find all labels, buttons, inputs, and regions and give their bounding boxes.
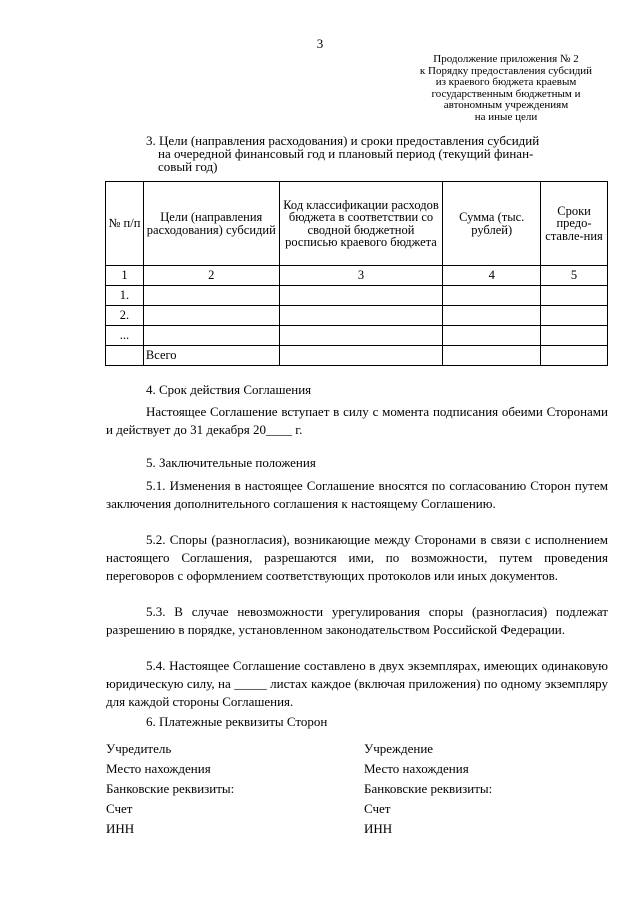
appendix-line: автономным учреждениям xyxy=(443,99,569,111)
table-cell xyxy=(106,346,144,366)
column-number: 5 xyxy=(541,266,608,286)
header-goals: Цели (направления расходования) субсидий xyxy=(143,182,279,266)
section3-title-line: на очередной финансовый год и плановый период (текущий финан- xyxy=(158,146,534,161)
column-number: 4 xyxy=(443,266,541,286)
table-cell xyxy=(443,286,541,306)
table-cell xyxy=(443,346,541,366)
section5-paragraph: 5.4. Настоящее Соглашение составлено в двух экземплярах, имеющих одинаковую юридическую силу, на _____ листах каждое (включая приложения) по одному экземпляру для каждой стороны Соглашения. xyxy=(106,658,608,709)
appendix-line: к Порядку предоставления субсидий xyxy=(419,64,593,77)
header-number: № п/п xyxy=(106,182,144,266)
table-cell: 1. xyxy=(106,286,144,306)
requisite-line: Учреждение xyxy=(364,741,434,756)
total-label: Всего xyxy=(143,346,279,366)
appendix-line: Продолжение приложения № 2 xyxy=(433,53,579,65)
appendix-line: из краевого бюджета краевым xyxy=(435,76,577,88)
header-amount: Сумма (тыс. рублей) xyxy=(443,182,541,266)
column-number: 2 xyxy=(143,266,279,286)
table-cell xyxy=(143,306,279,326)
section3-title-line: совый год) xyxy=(158,159,218,174)
section5-paragraph: 5.1. Изменения в настоящее Соглашение вносятся по согласованию Сторон путем заключения дополнительного соглашения к настоящему Соглашению. xyxy=(106,478,608,511)
table-cell xyxy=(541,306,608,326)
header-terms: Сроки предо-ставле-ния xyxy=(541,182,608,266)
table-cell xyxy=(143,286,279,306)
requisite-line: Место нахождения xyxy=(364,761,469,776)
requisite-line: Банковские реквизиты: xyxy=(106,781,235,796)
table-cell xyxy=(541,326,608,346)
table-cell xyxy=(443,326,541,346)
table-cell: 2. xyxy=(106,306,144,326)
section6-heading: 6. Платежные реквизиты Сторон xyxy=(146,714,328,729)
table-total-row xyxy=(106,346,608,366)
page-number: 3 xyxy=(316,36,324,51)
section5-heading: 5. Заключительные положения xyxy=(146,455,316,470)
appendix-line: на иные цели xyxy=(474,110,538,123)
requisite-line: Счет xyxy=(364,801,391,816)
table-cell xyxy=(279,346,443,366)
institution-requisites xyxy=(364,739,492,839)
table-row xyxy=(106,306,608,326)
requisite-line: Счет xyxy=(106,801,133,816)
section4-text: Настоящее Соглашение вступает в силу с момента подписания обеими Сторонами и действует до 31 декабря 20____ г. xyxy=(106,404,608,437)
table-cell xyxy=(279,326,443,346)
founder-requisites xyxy=(106,739,234,839)
subsidy-targets-table xyxy=(105,181,608,366)
table-row xyxy=(106,286,608,306)
section4-heading: 4. Срок действия Соглашения xyxy=(146,382,312,397)
appendix-line: государственным бюджетным и xyxy=(431,87,581,100)
table-row xyxy=(106,326,608,346)
requisite-line: ИНН xyxy=(106,821,135,836)
table-cell xyxy=(541,286,608,306)
requisite-line: Место нахождения xyxy=(106,761,211,776)
section5-paragraph: 5.2. Споры (разногласия), возникающие между Сторонами в связи с исполнением настоящего Соглашения, разрешаются ими, по возможности, путем проведения переговоров с оформлением соответствующих протоколов или иных документов. xyxy=(106,532,608,583)
requisite-line: ИНН xyxy=(364,821,393,836)
requisite-line: Учредитель xyxy=(106,741,172,756)
header-budget-code: Код классификации расходов бюджета в соответствии со сводной бюджетной росписью краевого бюджета xyxy=(279,182,443,266)
table-cell xyxy=(443,306,541,326)
column-number: 1 xyxy=(106,266,144,286)
section3-title-line: 3. Цели (направления расходования) и сроки предоставления субсидий xyxy=(146,133,540,148)
table-cell xyxy=(541,346,608,366)
table-cell xyxy=(279,286,443,306)
table-header-row xyxy=(106,182,608,266)
section3-title xyxy=(146,134,610,173)
table-cell xyxy=(143,326,279,346)
section5-paragraph: 5.3. В случае невозможности урегулирования споры (разногласия) подлежат разрешению в порядке, установленном законодательством Российской Федерации. xyxy=(106,604,608,637)
column-number: 3 xyxy=(279,266,443,286)
appendix-note xyxy=(380,54,632,123)
table-cell: ... xyxy=(106,326,144,346)
table-cell xyxy=(279,306,443,326)
requisite-line: Банковские реквизиты: xyxy=(364,781,493,796)
column-number-row xyxy=(106,266,608,286)
